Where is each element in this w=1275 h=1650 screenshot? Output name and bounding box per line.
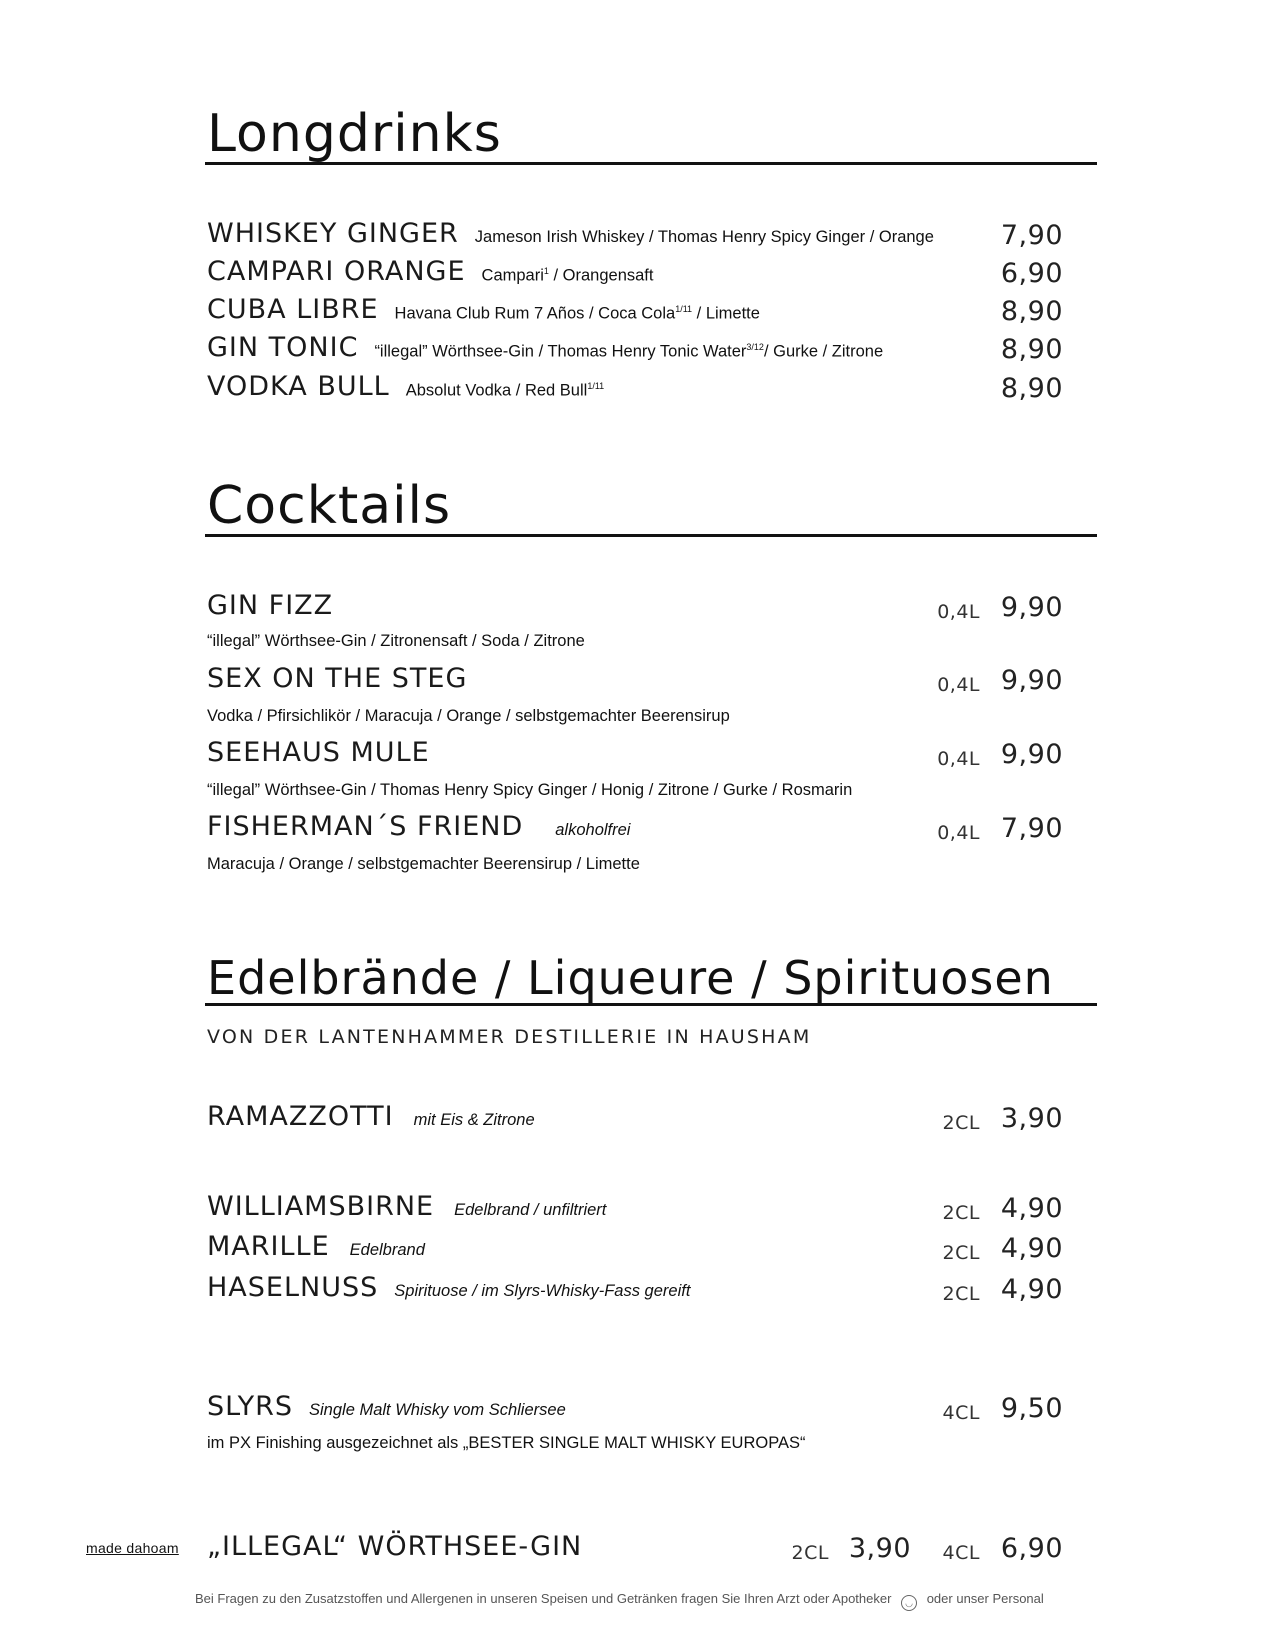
item-name: CUBA LIBRE: [207, 294, 379, 325]
section-title-spirits: Edelbrände / Liqueure / Spirituosen: [205, 955, 1097, 1006]
item-price: 6,90: [1000, 258, 1063, 289]
item-description: “illegal” Wörthsee-Gin / Zitronensaft / Soda / Zitrone: [207, 632, 585, 650]
item-description: Maracuja / Orange / selbstgemachter Beerensirup / Limette: [207, 855, 640, 873]
item-price: 8,90: [1000, 334, 1063, 365]
item-price: 9,90: [1000, 665, 1063, 696]
item-description: Vodka / Pfirsichlikör / Maracuja / Orange / selbstgemachter Beerensirup: [207, 707, 730, 725]
menu-item: [207, 1101, 535, 1139]
item-description: im PX Finishing ausgezeichnet als „BESTER SINGLE MALT WHISKY EUROPAS“: [207, 1434, 806, 1452]
item-volume: 2CL: [791, 1542, 829, 1564]
menu-item: [207, 294, 760, 332]
item-volume: 0,4L: [937, 674, 980, 696]
item-price: 9,90: [1000, 592, 1063, 623]
item-price: 3,90: [848, 1533, 911, 1564]
section-title-longdrinks: Longdrinks: [205, 108, 1097, 165]
item-price: 7,90: [1000, 813, 1063, 844]
item-volume: 0,4L: [937, 748, 980, 770]
menu-item: [207, 332, 883, 370]
item-name: MARILLE: [207, 1231, 330, 1262]
item-description: Absolut Vodka / Red Bull$^{1/11}$: [405, 380, 605, 399]
made-dahoam-tag: made dahoam: [86, 1540, 179, 1556]
footer-text-end: oder unser Personal: [926, 1591, 1044, 1606]
item-name: FISHERMAN´S FRIEND: [207, 811, 524, 842]
item-name: WILLIAMSBIRNE: [207, 1191, 435, 1222]
item-description: “illegal” Wörthsee-Gin / Thomas Henry Spicy Ginger / Honig / Zitrone / Gurke / Rosmarin: [207, 781, 853, 799]
item-volume: 4CL: [942, 1402, 980, 1424]
item-description: Campari$^1$ / Orangensaft: [481, 265, 654, 284]
menu-item: [207, 737, 430, 775]
allergen-footer: [195, 1591, 1085, 1611]
item-name: HASELNUSS: [207, 1272, 379, 1303]
item-price: 3,90: [1000, 1103, 1063, 1134]
item-name: SEX ON THE STEG: [207, 663, 468, 694]
section-title-cocktails: Cocktails: [205, 480, 1097, 537]
item-price: 4,90: [1000, 1274, 1063, 1305]
menu-item: [207, 1272, 690, 1310]
item-price: 9,50: [1000, 1393, 1063, 1424]
item-description: Jameson Irish Whiskey / Thomas Henry Spicy Ginger / Orange: [474, 228, 934, 246]
item-name: SLYRS: [207, 1391, 293, 1422]
item-note: Single Malt Whisky vom Schliersee: [309, 1401, 566, 1419]
item-name: RAMAZZOTTI: [207, 1101, 394, 1132]
menu-item: [207, 1391, 566, 1429]
item-description: “illegal” Wörthsee-Gin / Thomas Henry Tonic Water$^{3/12}$/ Gurke / Zitrone: [374, 341, 884, 360]
menu-item: [207, 590, 333, 628]
item-price: 4,90: [1000, 1233, 1063, 1264]
menu-item: [207, 218, 934, 256]
menu-item: [207, 663, 467, 701]
item-name: „ILLEGAL“ WÖRTHSEE-GIN: [207, 1531, 583, 1562]
item-price: 8,90: [1000, 296, 1063, 327]
item-note: Edelbrand / unfiltriert: [454, 1201, 607, 1219]
item-volume: 2CL: [942, 1202, 980, 1224]
item-volume: 0,4L: [937, 822, 980, 844]
menu-item: [207, 811, 630, 849]
item-note: mit Eis & Zitrone: [413, 1111, 535, 1129]
item-volume: 2CL: [942, 1242, 980, 1264]
footer-text: Bei Fragen zu den Zusatzstoffen und Allergenen in unseren Speisen und Getränken fragen Sie Ihren Arzt oder Apotheker: [195, 1591, 892, 1606]
item-name: GIN FIZZ: [207, 590, 334, 621]
item-price: 8,90: [1000, 373, 1063, 404]
item-price: 7,90: [1000, 220, 1063, 251]
item-name: GIN TONIC: [207, 332, 359, 363]
item-description: Havana Club Rum 7 Años / Coca Cola$^{1/11}$ / Limette: [394, 303, 760, 322]
menu-item: [207, 1231, 425, 1269]
item-note: Spirituose / im Slyrs-Whisky-Fass gereift: [394, 1282, 691, 1300]
item-price: 4,90: [1000, 1193, 1063, 1224]
menu-item: [207, 371, 604, 409]
item-note: Edelbrand: [349, 1241, 425, 1259]
item-name: VODKA BULL: [207, 371, 390, 402]
item-price: 9,90: [1000, 739, 1063, 770]
item-name: SEEHAUS MULE: [207, 737, 430, 768]
menu-item: [207, 1191, 606, 1229]
item-volume: 0,4L: [937, 601, 980, 623]
menu-item-gin: [207, 1531, 582, 1569]
item-volume: 2CL: [942, 1283, 980, 1305]
item-name: CAMPARI ORANGE: [207, 256, 466, 287]
item-price: 6,90: [1000, 1533, 1063, 1564]
item-volume: 4CL: [942, 1542, 980, 1564]
smiley-icon: ◡: [901, 1595, 917, 1611]
item-name: WHISKEY GINGER: [207, 218, 459, 249]
section-subtitle: VON DER LANTENHAMMER DESTILLERIE IN HAUSHAM: [207, 1026, 812, 1048]
menu-item: [207, 256, 653, 294]
item-volume: 2CL: [942, 1112, 980, 1134]
item-note: alkoholfrei: [555, 821, 631, 839]
